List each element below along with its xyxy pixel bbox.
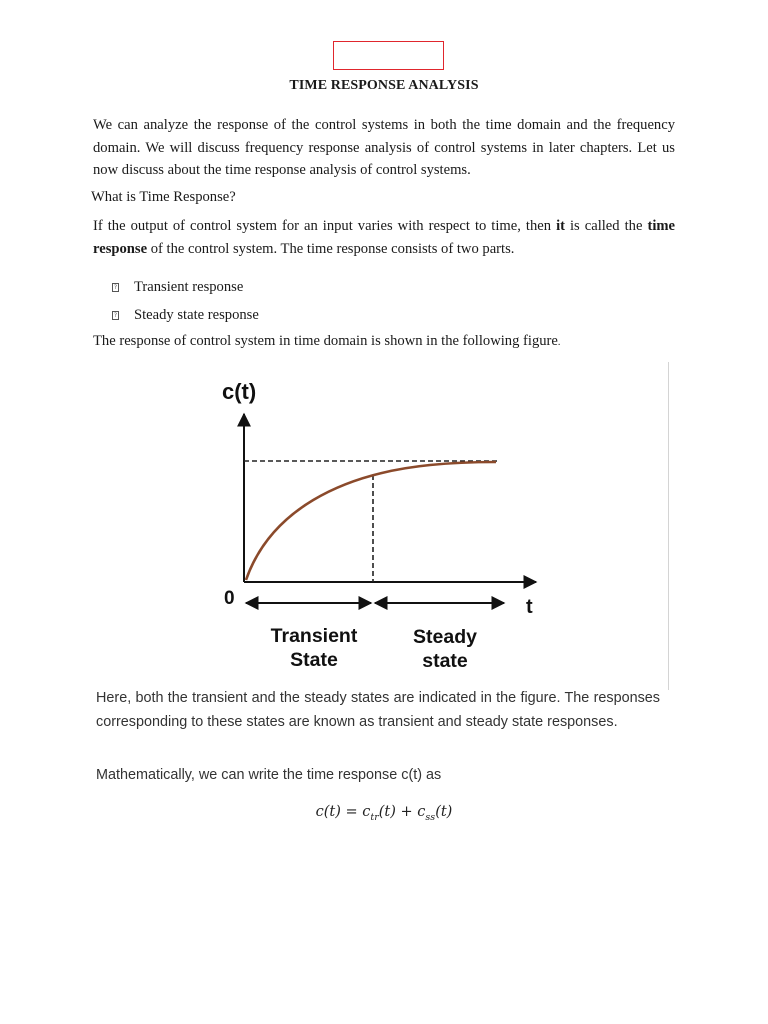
figure-intro-period: .	[557, 337, 561, 348]
response-curve	[246, 462, 496, 580]
math-intro: Mathematically, we can write the time response c(t) as	[96, 767, 442, 783]
formula-equals: =	[340, 804, 363, 820]
figure-divider	[668, 362, 669, 690]
time-response-figure	[200, 366, 550, 678]
formula-transient-sub: tr	[370, 811, 379, 823]
definition-paragraph	[93, 215, 675, 260]
list-item	[112, 307, 259, 324]
formula-lhs: c(t)	[315, 804, 341, 820]
steady-label-line2: state	[422, 650, 468, 672]
transient-label-line1: Transient	[270, 625, 358, 647]
section-question: What is Time Response?	[91, 189, 236, 205]
steady-label-line1: Steady	[413, 626, 477, 648]
definition-it: it	[556, 218, 565, 234]
definition-text-1: If the output of control system for an input varies with respect to time, then	[93, 218, 557, 234]
header-box	[333, 41, 444, 70]
figure-intro-text: The response of control system in time domain is shown in the following figure	[93, 333, 558, 349]
explanation-paragraph: Here, both the transient and the steady states are indicated in the figure. The responses corresponding to these states are known as transient and steady state responses.	[96, 690, 660, 730]
x-axis-label: t	[526, 596, 533, 618]
formula-steady-base: c	[417, 804, 426, 820]
origin-label: 0	[224, 588, 235, 609]
time-response-formula	[0, 804, 768, 823]
list-item-label: Transient response	[134, 279, 244, 295]
bullet-box-icon: ?	[113, 284, 118, 291]
page-title: TIME RESPONSE ANALYSIS	[289, 78, 479, 93]
formula-plus: +	[395, 804, 418, 820]
list-item-label: Steady state response	[134, 307, 259, 323]
definition-text-2: is called the	[564, 218, 648, 234]
formula-transient-arg: (t)	[378, 804, 396, 820]
formula-steady-arg: (t)	[435, 804, 453, 820]
intro-paragraph: We can analyze the response of the control systems in both the time domain and the frequency domain. We will discuss frequency response analysis of control systems in later chapters. Let us now discuss about the time response analysis of control systems.	[93, 117, 675, 178]
definition-term: time response	[93, 218, 676, 257]
figure-intro	[93, 333, 560, 350]
definition-text-3: of the control system. The time response consists of two parts.	[147, 240, 515, 257]
list-item	[112, 279, 243, 296]
y-axis-label: c(t)	[222, 379, 257, 404]
formula-steady-sub: ss	[425, 811, 436, 823]
transient-label-line2: State	[290, 649, 338, 671]
formula-transient-base: c	[362, 804, 371, 820]
bullet-box-icon: ?	[113, 312, 118, 319]
